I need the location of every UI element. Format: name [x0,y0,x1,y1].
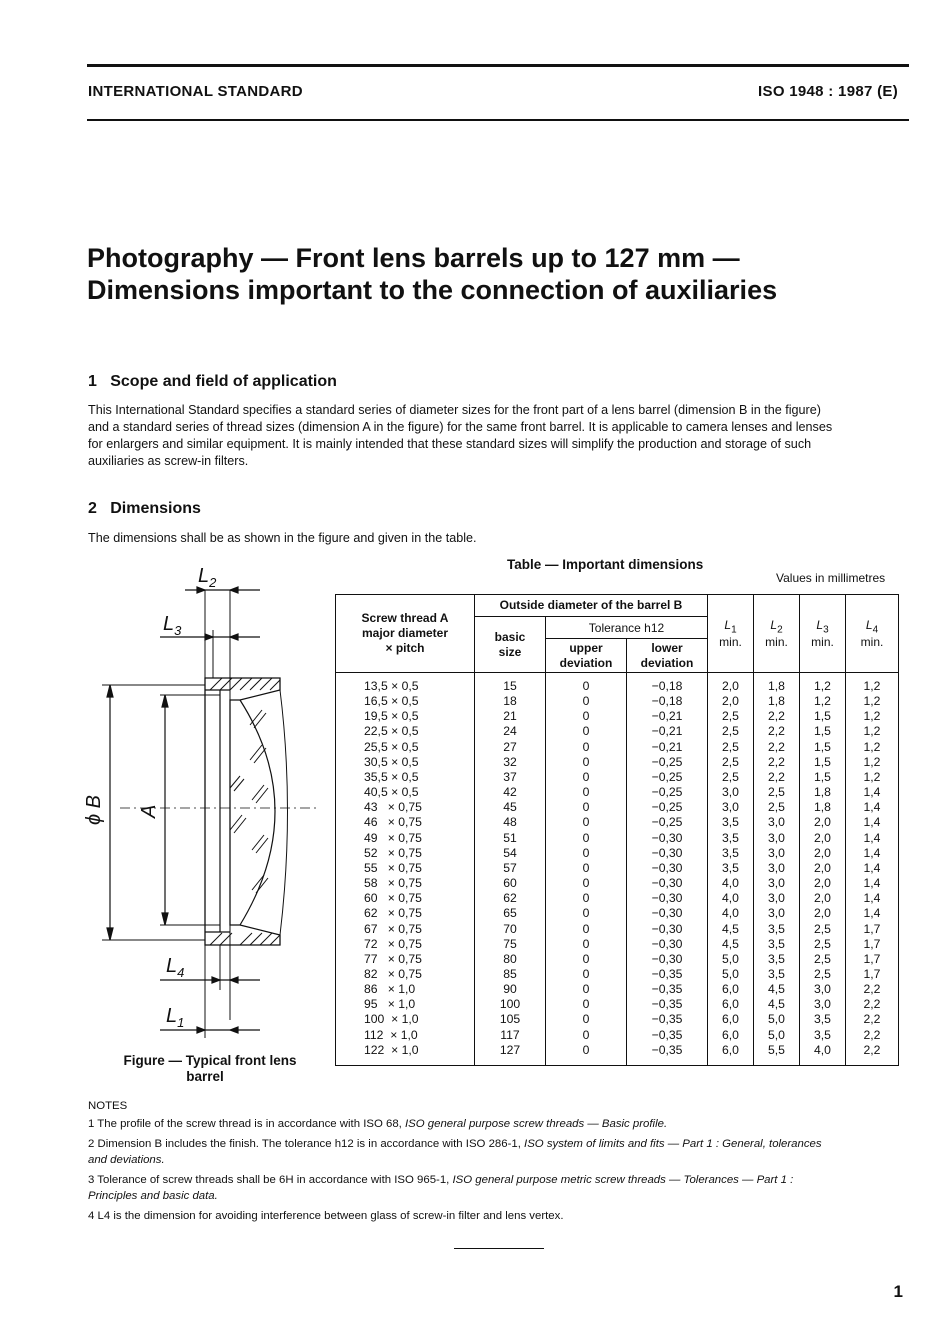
section1-line: and a standard series of thread sizes (dimension A in the figure) for the same front barrel. It is applicable to camera lenses and lenses [88,420,833,434]
table-units: Values in millimetres [776,571,886,585]
th-screw-thread: Screw thread A major diameter × pitch [336,595,475,673]
table-cell: 3,0 [768,845,785,860]
document-title-line2: Dimensions important to the connection of auxiliaries [87,275,778,305]
table-cell: −0,25 [651,754,683,769]
table-cell: 1,2 [863,709,881,724]
figure-label-l2: $L_2$ [198,565,217,590]
notes-block [88,1098,903,1224]
table-cell: 5,0 [768,1012,785,1027]
table-cell: 2,2 [768,754,785,769]
table-cell: 1,8 [768,694,785,709]
table-cell: −0,30 [651,936,683,951]
figure-label-a: A [138,804,160,818]
dimensions-table [335,594,899,1066]
table-cell: 1,8 [768,679,785,693]
section1-heading: 1 Scope and field of application [88,373,337,390]
table-cell: 1,4 [863,815,881,830]
table-cell: 2,5 [814,951,831,966]
table-cell: 122 × 1,0 [364,1042,419,1057]
th-upper-deviation: upper deviation [546,639,627,673]
table-cell: 0 [582,739,590,754]
table-cell: 54 [503,845,517,860]
table-cell: −0,30 [651,845,683,860]
table-cell: 2,2 [768,724,785,739]
note-1: 1 The profile of the screw thread is in accordance with ISO 68, ISO general purpose screw threads — Basic profile. [88,1118,668,1130]
table-cell: 3,5 [814,1012,831,1027]
table-cell: 2,0 [814,906,831,921]
table-cell: 2,2 [863,1027,881,1042]
table-cell: −0,35 [651,1042,683,1057]
table-cell: 1,5 [814,724,831,739]
table-cell: 1,7 [863,936,881,951]
table-cell: 2,5 [722,754,739,769]
figure-caption-line2: barrel [186,1069,224,1084]
table-cell: 0 [582,800,590,815]
table-cell: 1,4 [863,891,881,906]
table-cell: 35,5 × 0,5 [364,769,419,784]
table-cell: 2,0 [814,830,831,845]
table-cell: 0 [582,679,590,693]
table-cell: 2,0 [814,860,831,875]
table-cell: 2,0 [722,694,739,709]
table-cell: 2,5 [768,785,785,800]
table-cell: 1,5 [814,709,831,724]
table-cell: 1,2 [863,739,881,754]
table-cell: −0,30 [651,830,683,845]
table-cell: 27 [503,739,517,754]
table-cell: 3,0 [768,815,785,830]
table-cell: 0 [582,769,590,784]
table-cell: 95 × 1,0 [364,997,416,1012]
table-cell: 3,5 [814,1027,831,1042]
table-cell: 1,4 [863,860,881,875]
figure-caption-line1: Figure — Typical front lens [123,1053,297,1068]
table-cell: 0 [582,966,590,981]
table-cell: 5,0 [722,951,739,966]
table-cell: 4,5 [722,921,739,936]
table-cell: 2,5 [722,724,739,739]
table-cell: 1,5 [814,769,831,784]
table-cell: 1,7 [863,921,881,936]
section1-line: auxiliaries as screw-in filters. [88,454,249,468]
table-cell: 3,0 [768,830,785,845]
table-cell: 1,4 [863,845,881,860]
table-cell: 2,2 [863,982,881,997]
table-cell: 112 × 1,0 [364,1027,418,1042]
table-cell: 1,5 [814,739,831,754]
table-cell: 1,7 [863,951,881,966]
th-lower-deviation: lower deviation [627,639,708,673]
table-cell: 60 × 0,75 [364,891,422,906]
table-cell: 0 [582,876,590,891]
section1-paragraph [88,402,903,470]
table-cell: 1,8 [814,785,831,800]
table-cell: 1,4 [863,876,881,891]
table-cell: 105 [499,1012,521,1027]
table-cell: 77 × 0,75 [364,951,422,966]
table-cell: 42 [503,785,517,800]
table-cell: 1,4 [863,800,881,815]
col-l3 [800,679,845,1058]
table-cell: 4,5 [768,997,785,1012]
table-cell: −0,25 [651,785,683,800]
table-cell: 67 × 0,75 [364,921,422,936]
table-cell: −0,30 [651,891,683,906]
table-cell: 57 [503,860,517,875]
table-cell: 2,2 [863,1012,881,1027]
table-cell: 3,5 [768,936,785,951]
table-cell: 62 [503,891,517,906]
col-basic-size [475,679,545,1058]
table-cell: 0 [582,997,590,1012]
table-cell: 58 × 0,75 [364,876,422,891]
table-cell: 40,5 × 0,5 [364,785,419,800]
table-cell: 60 [503,876,517,891]
table-cell: 2,2 [863,1042,881,1057]
table-cell: 2,5 [814,936,831,951]
table-cell: 24 [503,724,517,739]
table-cell: 3,5 [722,860,739,875]
table-cell: 2,5 [722,739,739,754]
lens-barrel-figure [80,560,320,1050]
table-cell: 1,8 [814,800,831,815]
table-cell: 1,2 [863,679,881,693]
col-screw-thread [336,679,474,1058]
table-cell: 72 × 0,75 [364,936,422,951]
table-cell: 0 [582,830,590,845]
table-cell: 3,5 [722,845,739,860]
table-cell: 2,5 [722,769,739,784]
table-cell: 48 [503,815,517,830]
table-cell: 13,5 × 0,5 [364,679,419,693]
table-cell: 0 [582,1027,590,1042]
table-cell: 0 [582,1012,590,1027]
table-cell: 3,5 [722,815,739,830]
table-cell: 2,2 [768,769,785,784]
header-top-rule [87,64,909,67]
table-cell: 85 [503,966,517,981]
table-cell: 6,0 [722,1012,739,1027]
table-cell: 2,5 [722,709,739,724]
table-cell: 0 [582,891,590,906]
table-cell: −0,18 [651,679,683,693]
table-cell: 1,2 [814,694,831,709]
table-cell: −0,21 [651,709,683,724]
table-cell: 6,0 [722,1042,739,1057]
table-cell: 3,0 [768,906,785,921]
figure-label-l4: $L_4$ [166,955,185,980]
col-l1 [708,679,753,1058]
th-l1: $L_1$ min. [708,595,754,673]
table-cell: 3,5 [768,951,785,966]
table-cell: 2,5 [814,966,831,981]
table-cell: 1,2 [863,769,881,784]
section2-text: The dimensions shall be as shown in the figure and given in the table. [88,531,477,545]
table-cell: 2,0 [814,876,831,891]
document-title-line1: Photography — Front lens barrels up to 127 mm — [87,243,740,273]
table-cell: 52 × 0,75 [364,845,422,860]
table-cell: 3,0 [768,860,785,875]
table-cell: −0,35 [651,1027,683,1042]
notes-heading: NOTES [88,1100,128,1112]
table-cell: −0,30 [651,906,683,921]
table-cell: 1,5 [814,754,831,769]
table-cell: 6,0 [722,997,739,1012]
table-cell: 22,5 × 0,5 [364,724,419,739]
note-3-cont: Principles and basic data. [88,1190,218,1202]
table-cell: 30,5 × 0,5 [364,754,419,769]
table-cell: 2,2 [768,739,785,754]
table-cell: 16,5 × 0,5 [364,694,419,709]
table-cell: 5,0 [722,966,739,981]
table-cell: −0,30 [651,921,683,936]
table-cell: −0,35 [651,966,683,981]
table-cell: 3,5 [768,921,785,936]
table-body-row [336,673,899,1066]
table-cell: 1,2 [863,694,881,709]
table-cell: 3,0 [768,891,785,906]
table-cell: −0,25 [651,769,683,784]
section1-line: for enlargers and similar equipment. It is mainly intended that these standard sizes will simplify the production and storage of such [88,437,812,451]
table-cell: −0,18 [651,694,683,709]
table-cell: 90 [503,982,517,997]
table-cell: 0 [582,724,590,739]
table-cell: 86 × 1,0 [364,982,416,997]
table-cell: 0 [582,982,590,997]
header-left: INTERNATIONAL STANDARD [88,83,303,100]
note-3: 3 Tolerance of screw threads shall be 6H in accordance with ISO 965-1, ISO general purpose metric screw threads — Tolerances — Part 1 : [88,1174,794,1186]
th-l3: $L_3$ min. [800,595,846,673]
note-4: 4 L4 is the dimension for avoiding interference between glass of screw-in filter and lens vertex. [88,1210,564,1222]
table-cell: 2,0 [814,815,831,830]
table-cell: 3,5 [768,966,785,981]
table-cell: −0,30 [651,860,683,875]
table-cell: 6,0 [722,1027,739,1042]
table-cell: 0 [582,815,590,830]
table-cell: 100 × 1,0 [364,1012,419,1027]
table-cell: −0,35 [651,982,683,997]
table-cell: 3,0 [722,800,739,815]
table-cell: 1,2 [863,754,881,769]
page-number: 1 [893,1282,903,1301]
col-lower-deviation [627,679,707,1058]
table-cell: 0 [582,951,590,966]
col-l4 [846,679,898,1058]
col-l2 [754,679,799,1058]
table-cell: 3,0 [768,876,785,891]
table-cell: 65 [503,906,517,921]
table-cell: 1,4 [863,830,881,845]
table-cell: 2,2 [863,997,881,1012]
figure-label-l1: $L_1$ [166,1005,185,1030]
table-cell: 0 [582,694,590,709]
table-cell: 70 [503,921,517,936]
th-basic-size: basic size [475,617,546,673]
table-cell: 4,0 [722,876,739,891]
table-cell: −0,21 [651,739,683,754]
table-cell: 51 [503,830,517,845]
table-cell: 1,4 [863,785,881,800]
th-l4: $L_4$ min. [846,595,899,673]
table-cell: 2,0 [814,845,831,860]
table-cell: 62 × 0,75 [364,906,422,921]
table-cell: 46 × 0,75 [364,815,422,830]
table-cell: 45 [503,800,517,815]
table-cell: 15 [503,679,517,693]
table-cell: 3,0 [722,785,739,800]
table-title: Table — Important dimensions [507,557,704,572]
table-cell: 1,2 [814,679,831,693]
table-cell: 21 [503,709,517,724]
section2-heading: 2 Dimensions [88,500,201,517]
table-cell: 2,2 [768,709,785,724]
table-cell: −0,25 [651,815,683,830]
table-cell: −0,35 [651,1012,683,1027]
table-cell: 0 [582,860,590,875]
table-cell: 37 [503,769,517,784]
table-cell: 3,0 [814,997,831,1012]
table-cell: 32 [503,754,517,769]
table-cell: 4,0 [722,906,739,921]
figure-label-l3: $L_3$ [163,613,182,638]
th-l2: $L_2$ min. [754,595,800,673]
table-cell: 2,5 [814,921,831,936]
table-cell: 55 × 0,75 [364,860,422,875]
table-cell: 5,0 [768,1027,785,1042]
section1-line: This International Standard specifies a standard series of diameter sizes for the front part of a lens barrel (dimension B in the figure) [88,403,821,417]
table-cell: 1,2 [863,724,881,739]
col-upper-deviation [546,679,626,1058]
table-cell: 127 [499,1042,521,1057]
table-cell: 0 [582,845,590,860]
header-right: ISO 1948 : 1987 (E) [758,83,898,100]
table-cell: 4,0 [814,1042,831,1057]
table-cell: 117 [500,1027,520,1042]
table-cell: 4,5 [722,936,739,951]
table-cell: 18 [503,694,517,709]
table-cell: 0 [582,921,590,936]
note-2: 2 Dimension B includes the finish. The tolerance h12 is in accordance with ISO 286-1, ISO system of limits and fits — Part 1 : General, tolerances [88,1138,822,1150]
table-cell: 3,5 [722,830,739,845]
table-cell: 0 [582,1042,590,1057]
table-cell: 2,0 [814,891,831,906]
figure-caption [110,1053,310,1085]
table-cell: −0,30 [651,876,683,891]
note-2-cont: and deviations. [88,1154,165,1166]
table-cell: 82 × 0,75 [364,966,422,981]
table-cell: 6,0 [722,982,739,997]
table-cell: 0 [582,906,590,921]
table-cell: 0 [582,754,590,769]
table-cell: −0,21 [651,724,683,739]
table-cell: 4,0 [722,891,739,906]
table-cell: 0 [582,785,590,800]
table-cell: 19,5 × 0,5 [364,709,419,724]
table-cell: 3,0 [814,982,831,997]
table-cell: 2,5 [768,800,785,815]
table-cell: 0 [582,936,590,951]
table-cell: 1,7 [863,966,881,981]
figure-label-b: ϕ B [83,794,105,825]
header-bottom-rule [87,119,909,121]
table-cell: 4,5 [768,982,785,997]
th-tolerance: Tolerance h12 [546,617,708,639]
table-cell: 2,0 [722,679,739,693]
table-cell: 0 [582,709,590,724]
footer-rule [454,1248,544,1249]
table-cell: 43 × 0,75 [364,800,422,815]
table-cell: 25,5 × 0,5 [364,739,419,754]
table-cell: 5,5 [768,1042,785,1057]
th-outside-diameter: Outside diameter of the barrel B [475,595,708,617]
table-cell: −0,35 [651,997,683,1012]
table-cell: 80 [503,951,517,966]
table-cell: −0,25 [651,800,683,815]
table-cell: 1,4 [863,906,881,921]
table-cell: 75 [503,936,517,951]
table-cell: 49 × 0,75 [364,830,422,845]
table-cell: 100 [499,997,521,1012]
table-cell: −0,30 [651,951,683,966]
